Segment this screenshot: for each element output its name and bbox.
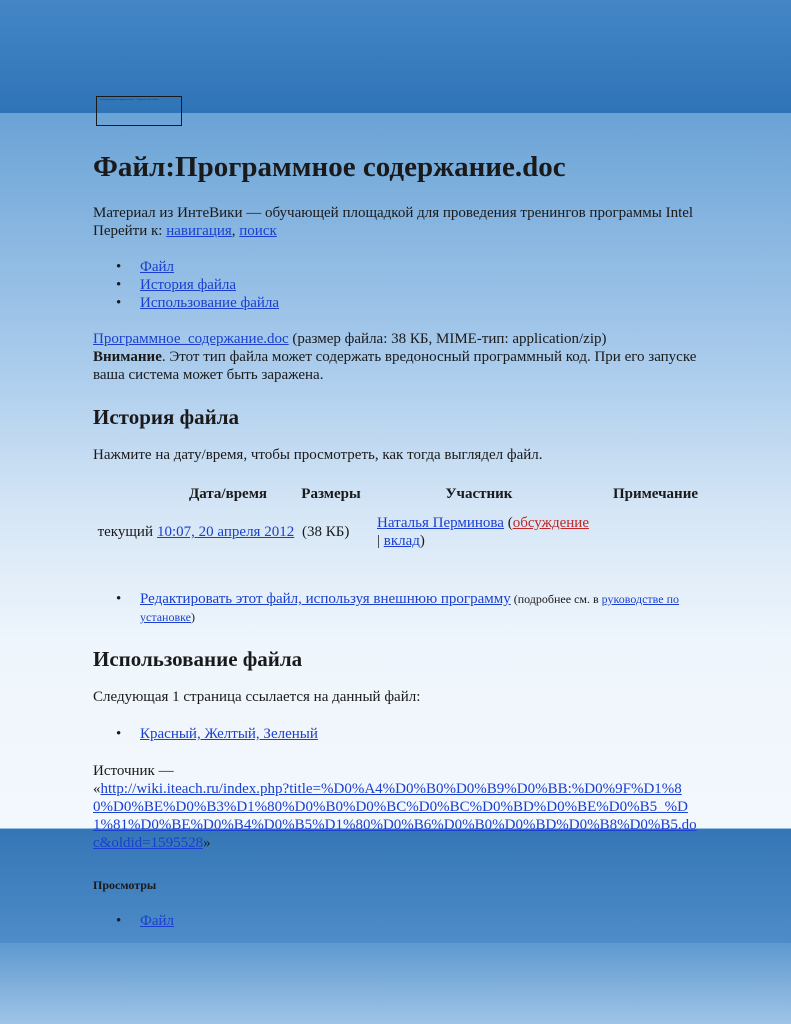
source-label: Источник — xyxy=(93,763,174,779)
list-item xyxy=(140,725,698,743)
subtitle: Материал из ИнтеВики — обучающей площадкой для проведения тренингов программы Intel xyxy=(93,205,694,221)
table-header-row xyxy=(93,485,698,503)
talk-link[interactable]: обсуждение xyxy=(512,515,589,531)
list-item xyxy=(140,294,698,312)
open-quote: « xyxy=(93,781,101,797)
edit-note-suffix: ) xyxy=(191,610,195,624)
usage-heading: Использование файла xyxy=(93,647,303,671)
paren-close: ) xyxy=(419,533,425,549)
row-date-cell xyxy=(157,503,299,550)
table-header-user: Участник xyxy=(445,486,513,502)
table-header-datetime: Дата/время xyxy=(188,486,268,502)
user-link[interactable]: Наталья Перминова xyxy=(377,515,504,531)
table-row xyxy=(93,503,698,550)
file-warning xyxy=(93,348,698,384)
row-size: (38 КБ) xyxy=(302,524,350,540)
row-status: текущий xyxy=(97,524,153,540)
tab-file-history[interactable]: История файла xyxy=(140,277,237,293)
close-quote: » xyxy=(203,835,211,851)
history-date-link[interactable]: 10:07, 20 апреля 2012 xyxy=(157,524,295,540)
row-comment xyxy=(595,503,698,550)
main-content xyxy=(93,150,698,930)
table-header-size: Размеры xyxy=(301,486,361,502)
warning-label: Внимание xyxy=(93,349,162,365)
list-item xyxy=(140,258,698,276)
file-info xyxy=(93,330,698,348)
page-title: Файл:Программное содержание.doc xyxy=(93,151,566,183)
row-user-cell xyxy=(363,503,595,550)
edit-list xyxy=(93,590,698,626)
source-url-link[interactable]: http://wiki.iteach.ru/index.php?title=%D0%A4%D0%B0%D0%B9%D0%BB:%D0%9F%D1%80%D0%BE%D0%B3%D1%80%D0%B0%D0%BC%D0%BC%D0%BD%D0%BE%D0%B5_%D1%81%D0%BE%D0%B4%D0%B5%D1%80%D0%B6%D0%B0%D0%BD%D0%B8%D0%B5.doc&oldid=1595528 xyxy=(93,781,697,851)
file-download-link[interactable]: Программное_содержание.doc xyxy=(93,331,289,347)
contributions-link[interactable]: вклад xyxy=(383,533,420,549)
file-tabs-list xyxy=(93,258,698,312)
tab-file[interactable]: Файл xyxy=(140,259,175,275)
paren-open: ( xyxy=(503,515,513,531)
views-file-link[interactable]: Файл xyxy=(140,913,175,929)
logo-image[interactable] xyxy=(96,96,182,126)
source-line xyxy=(93,780,698,852)
history-heading: История файла xyxy=(93,405,239,429)
list-item xyxy=(140,912,698,930)
edit-external-link[interactable]: Редактировать этот файл, используя внешнюю программу xyxy=(140,591,511,607)
footer-band xyxy=(0,943,791,1024)
table-header-comment: Примечание xyxy=(612,486,698,502)
jump-label: Перейти к: xyxy=(93,223,167,239)
search-link[interactable]: поиск xyxy=(239,223,277,239)
views-list xyxy=(93,912,698,930)
link-separator: | xyxy=(377,533,384,549)
tab-file-usage[interactable]: Использование файла xyxy=(140,295,280,311)
navigation-link[interactable]: навигация xyxy=(166,223,232,239)
list-item xyxy=(140,590,696,626)
logo-caption: Файл:Программное содержание.doc — Материал из ИнтеВики xyxy=(100,99,159,101)
warning-text: . Этот тип файла может содержать вредоносный программный код. При его запуске ваша система может быть заражена. xyxy=(93,349,697,383)
history-table xyxy=(93,485,698,550)
usage-intro: Следующая 1 страница ссылается на данный файл: xyxy=(93,689,421,705)
table-header-empty xyxy=(93,485,157,503)
edit-note-prefix: (подробнее см. в xyxy=(510,592,602,606)
install-guide-link[interactable]: руководстве по установке xyxy=(140,592,679,624)
jump-separator: , xyxy=(231,223,240,239)
usage-page-link[interactable]: Красный, Желтый, Зеленый xyxy=(140,726,318,742)
file-details: (размер файла: 38 КБ, MIME-тип: application/zip) xyxy=(288,331,607,347)
list-item xyxy=(140,276,698,294)
views-title: Просмотры xyxy=(93,878,157,892)
usage-list xyxy=(93,725,698,743)
jump-links xyxy=(93,222,698,240)
history-intro: Нажмите на дату/время, чтобы просмотреть, как тогда выглядел файл. xyxy=(93,447,543,463)
